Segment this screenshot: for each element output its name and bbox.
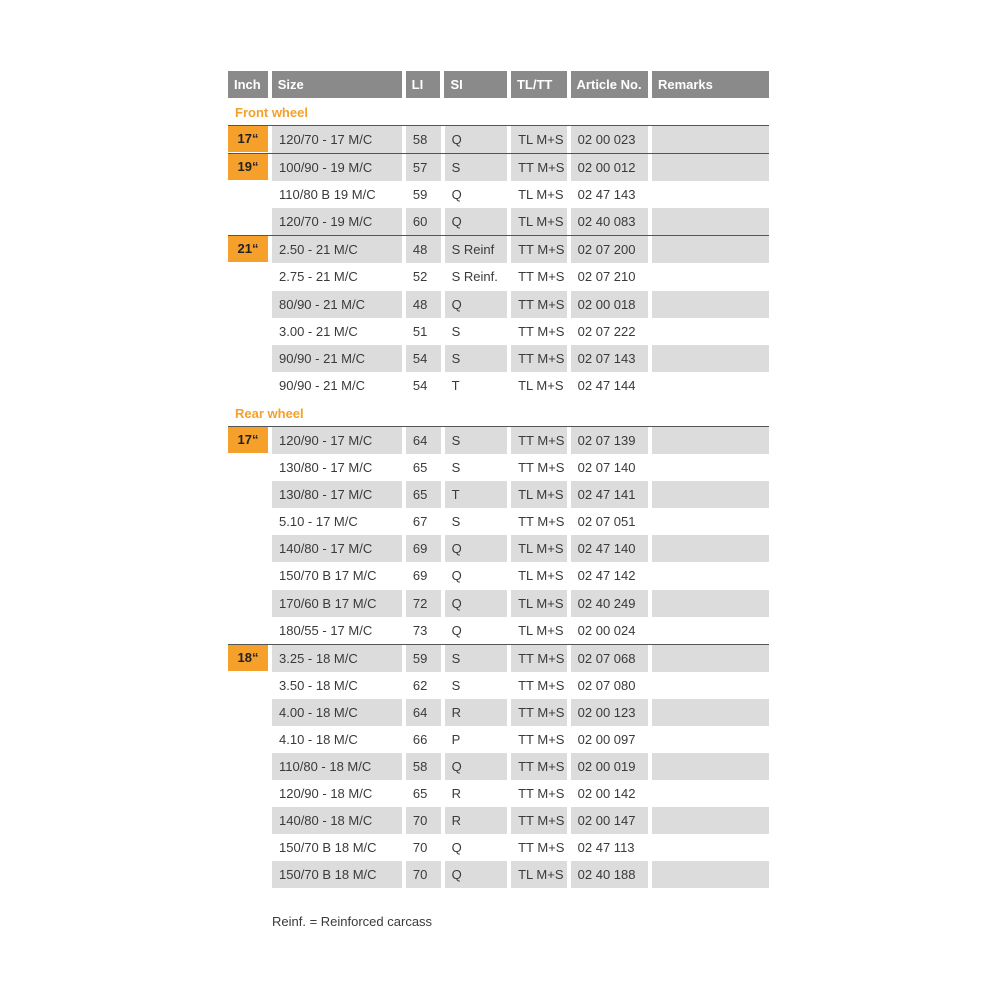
cell-remarks — [652, 454, 769, 481]
group-rows — [272, 236, 769, 399]
cell-article: 02 07 139 — [571, 427, 648, 454]
cell-size: 3.50 - 18 M/C — [279, 677, 358, 693]
table-row — [272, 861, 769, 888]
cell-article: 02 47 141 — [571, 481, 648, 508]
cell-remarks — [652, 590, 769, 617]
cell-li: 54 — [412, 377, 428, 393]
cell-li: 64 — [406, 699, 441, 726]
cell-si: Q — [445, 861, 507, 888]
cell-size: 140/80 - 17 M/C — [272, 535, 402, 562]
cell-size: 120/90 - 17 M/C — [272, 427, 402, 454]
header-remarks: Remarks — [652, 71, 769, 98]
cell-li: 64 — [406, 427, 441, 454]
table-row — [272, 481, 769, 508]
cell-size: 130/80 - 17 M/C — [272, 481, 402, 508]
cell-size: 120/70 - 17 M/C — [272, 126, 402, 153]
cell-tltt: TT M+S — [518, 677, 565, 693]
cell-remarks — [652, 154, 769, 181]
cell-remarks — [652, 372, 769, 399]
cell-remarks — [652, 291, 769, 318]
cell-article: 02 47 113 — [577, 840, 635, 856]
table-row — [272, 645, 769, 672]
inch-column — [228, 645, 268, 889]
inch-column — [228, 126, 268, 153]
cell-size: 110/80 - 18 M/C — [272, 753, 402, 780]
cell-remarks — [652, 645, 769, 672]
cell-article: 02 00 019 — [571, 753, 648, 780]
cell-tltt: TT M+S — [518, 786, 565, 802]
table-row — [272, 454, 769, 481]
cell-article: 02 07 200 — [571, 236, 648, 263]
cell-remarks — [652, 208, 769, 235]
cell-li: 62 — [412, 677, 428, 693]
cell-tltt: TT M+S — [518, 460, 565, 476]
cell-li: 51 — [412, 323, 428, 339]
cell-size: 180/55 - 17 M/C — [279, 622, 373, 638]
cell-li: 70 — [406, 861, 441, 888]
cell-tltt: TL M+S — [511, 590, 567, 617]
cell-li: 69 — [412, 568, 428, 584]
group-rows — [272, 126, 769, 153]
cell-tltt: TT M+S — [518, 269, 565, 285]
cell-article: 02 07 143 — [571, 345, 648, 372]
cell-si: S — [451, 677, 461, 693]
cell-li: 69 — [406, 535, 441, 562]
cell-tltt: TL M+S — [518, 568, 564, 584]
cell-size: 120/90 - 18 M/C — [279, 786, 373, 802]
header-si: SI — [444, 71, 507, 98]
cell-si: S Reinf — [445, 236, 507, 263]
cell-si: S — [451, 323, 461, 339]
table-row — [272, 263, 769, 290]
inch-badge: 21“ — [228, 236, 268, 262]
cell-si: T — [445, 481, 507, 508]
cell-size: 150/70 B 18 M/C — [272, 861, 402, 888]
cell-article: 02 07 068 — [571, 645, 648, 672]
table-row — [272, 427, 769, 454]
table-row — [272, 318, 769, 345]
cell-remarks — [652, 726, 769, 753]
inch-group — [228, 153, 769, 235]
cell-tltt: TT M+S — [518, 731, 565, 747]
cell-tltt: TL M+S — [518, 377, 564, 393]
cell-size: 2.75 - 21 M/C — [279, 269, 358, 285]
cell-li: 57 — [406, 154, 441, 181]
cell-article: 02 00 097 — [577, 731, 636, 747]
table-header — [228, 71, 769, 98]
cell-tltt: TT M+S — [511, 236, 567, 263]
cell-article: 02 07 210 — [577, 269, 636, 285]
inch-group — [228, 125, 769, 153]
inch-group — [228, 644, 769, 889]
table-row — [272, 590, 769, 617]
cell-si: R — [451, 786, 462, 802]
cell-remarks — [652, 535, 769, 562]
cell-remarks — [652, 263, 769, 290]
table-row — [272, 780, 769, 807]
cell-li: 70 — [406, 807, 441, 834]
table-row — [272, 535, 769, 562]
cell-si: Q — [451, 568, 462, 584]
cell-tltt: TT M+S — [518, 323, 565, 339]
table-row — [272, 181, 769, 208]
cell-article: 02 00 123 — [571, 699, 648, 726]
cell-li: 59 — [412, 187, 428, 203]
cell-article: 02 00 018 — [571, 291, 648, 318]
cell-size: 5.10 - 17 M/C — [279, 514, 358, 530]
cell-si: R — [445, 807, 507, 834]
cell-article: 02 07 051 — [577, 514, 636, 530]
cell-remarks — [652, 562, 769, 589]
cell-article: 02 00 147 — [571, 807, 648, 834]
inch-group — [228, 426, 769, 644]
cell-tltt: TL M+S — [511, 208, 567, 235]
table-row — [272, 834, 769, 861]
inch-group — [228, 235, 769, 399]
inch-column — [228, 154, 268, 235]
cell-tltt: TT M+S — [511, 753, 567, 780]
cell-tltt: TT M+S — [518, 840, 565, 856]
cell-article: 02 07 222 — [577, 323, 636, 339]
cell-li: 54 — [406, 345, 441, 372]
cell-tltt: TT M+S — [511, 427, 567, 454]
table-row — [272, 154, 769, 181]
table-row — [272, 291, 769, 318]
header-tltt: TL/TT — [511, 71, 567, 98]
cell-remarks — [652, 780, 769, 807]
cell-tltt: TL M+S — [518, 187, 564, 203]
tire-size-table — [228, 71, 769, 889]
cell-si: S — [445, 345, 507, 372]
cell-si: S — [445, 154, 507, 181]
cell-article: 02 00 023 — [571, 126, 648, 153]
cell-si: S — [445, 645, 507, 672]
cell-size: 3.25 - 18 M/C — [272, 645, 402, 672]
cell-li: 59 — [406, 645, 441, 672]
cell-si: Q — [451, 840, 462, 856]
cell-size: 150/70 B 17 M/C — [279, 568, 377, 584]
cell-remarks — [652, 861, 769, 888]
cell-li: 67 — [412, 514, 428, 530]
header-article: Article No. — [571, 71, 648, 98]
cell-remarks — [652, 672, 769, 699]
cell-article: 02 47 143 — [577, 187, 636, 203]
section-title: Rear wheel — [235, 405, 304, 421]
inch-column — [228, 236, 268, 399]
cell-li: 48 — [406, 291, 441, 318]
cell-li: 58 — [406, 126, 441, 153]
table-row — [272, 345, 769, 372]
cell-tltt: TL M+S — [518, 622, 564, 638]
cell-size: 90/90 - 21 M/C — [272, 345, 402, 372]
cell-si: S — [451, 460, 461, 476]
group-rows — [272, 645, 769, 889]
cell-si: Q — [451, 622, 462, 638]
cell-li: 73 — [412, 622, 428, 638]
cell-si: Q — [445, 291, 507, 318]
table-row — [272, 617, 769, 644]
cell-remarks — [652, 427, 769, 454]
table-row — [272, 699, 769, 726]
cell-size: 100/90 - 19 M/C — [272, 154, 402, 181]
cell-tltt: TT M+S — [511, 154, 567, 181]
cell-remarks — [652, 617, 769, 644]
cell-remarks — [652, 753, 769, 780]
cell-remarks — [652, 126, 769, 153]
cell-size: 2.50 - 21 M/C — [272, 236, 402, 263]
cell-remarks — [652, 807, 769, 834]
cell-tltt: TT M+S — [511, 345, 567, 372]
header-inch: Inch — [228, 71, 268, 98]
cell-size: 120/70 - 19 M/C — [272, 208, 402, 235]
cell-si: R — [445, 699, 507, 726]
cell-article: 02 40 083 — [571, 208, 648, 235]
cell-li: 72 — [406, 590, 441, 617]
cell-tltt: TL M+S — [511, 861, 567, 888]
cell-li: 58 — [406, 753, 441, 780]
cell-li: 65 — [412, 460, 428, 476]
cell-tltt: TT M+S — [511, 291, 567, 318]
cell-article: 02 47 142 — [577, 568, 636, 584]
table-row — [272, 208, 769, 235]
cell-remarks — [652, 481, 769, 508]
header-li: LI — [406, 71, 441, 98]
table-row — [272, 562, 769, 589]
inch-column — [228, 427, 268, 644]
cell-li: 65 — [406, 481, 441, 508]
cell-size: 4.10 - 18 M/C — [279, 731, 358, 747]
footnote: Reinf. = Reinforced carcass — [272, 914, 433, 929]
header-size: Size — [272, 71, 402, 98]
inch-badge: 17“ — [228, 427, 268, 453]
cell-tltt: TL M+S — [511, 126, 567, 153]
inch-badge: 19“ — [228, 154, 268, 180]
cell-li: 52 — [412, 269, 428, 285]
cell-si: Q — [445, 208, 507, 235]
cell-li: 70 — [412, 840, 428, 856]
table-row — [272, 726, 769, 753]
cell-remarks — [652, 699, 769, 726]
inch-badge: 17“ — [228, 126, 268, 152]
cell-si: Q — [445, 753, 507, 780]
cell-si: S — [445, 427, 507, 454]
cell-si: P — [451, 731, 461, 747]
cell-size: 140/80 - 18 M/C — [272, 807, 402, 834]
cell-article: 02 00 024 — [577, 622, 636, 638]
cell-tltt: TT M+S — [511, 699, 567, 726]
group-rows — [272, 154, 769, 235]
inch-badge: 18“ — [228, 645, 268, 671]
cell-size: 3.00 - 21 M/C — [279, 323, 358, 339]
cell-size: 150/70 B 18 M/C — [279, 840, 377, 856]
cell-tltt: TT M+S — [511, 645, 567, 672]
cell-tltt: TT M+S — [511, 807, 567, 834]
cell-si: S — [451, 514, 461, 530]
cell-size: 170/60 B 17 M/C — [272, 590, 402, 617]
cell-si: Q — [445, 126, 507, 153]
cell-article: 02 40 188 — [571, 861, 648, 888]
cell-remarks — [652, 181, 769, 208]
cell-size: 110/80 B 19 M/C — [279, 187, 376, 203]
cell-remarks — [652, 834, 769, 861]
table-row — [272, 508, 769, 535]
cell-si: T — [451, 377, 460, 393]
section-title: Front wheel — [235, 105, 308, 120]
cell-article: 02 40 249 — [571, 590, 648, 617]
table-row — [272, 672, 769, 699]
table-row — [272, 126, 769, 153]
cell-remarks — [652, 508, 769, 535]
cell-si: Q — [451, 187, 462, 203]
cell-size: 80/90 - 21 M/C — [272, 291, 402, 318]
cell-article: 02 07 080 — [577, 677, 636, 693]
cell-li: 66 — [412, 731, 428, 747]
cell-tltt: TT M+S — [518, 514, 565, 530]
cell-article: 02 47 144 — [577, 377, 636, 393]
cell-size: 90/90 - 21 M/C — [279, 377, 365, 393]
cell-li: 60 — [406, 208, 441, 235]
table-row — [272, 807, 769, 834]
cell-article: 02 00 142 — [577, 786, 636, 802]
cell-article: 02 07 140 — [577, 460, 636, 476]
cell-article: 02 00 012 — [571, 154, 648, 181]
cell-si: S Reinf. — [451, 269, 498, 285]
cell-size: 4.00 - 18 M/C — [272, 699, 402, 726]
cell-remarks — [652, 318, 769, 345]
cell-si: Q — [445, 590, 507, 617]
cell-li: 48 — [406, 236, 441, 263]
table-row — [272, 236, 769, 263]
cell-si: Q — [445, 535, 507, 562]
cell-remarks — [652, 345, 769, 372]
cell-article: 02 47 140 — [571, 535, 648, 562]
table-row — [272, 753, 769, 780]
table-row — [272, 372, 769, 399]
table-body — [228, 98, 769, 889]
cell-tltt: TL M+S — [511, 535, 567, 562]
cell-remarks — [652, 236, 769, 263]
group-rows — [272, 427, 769, 644]
cell-li: 65 — [412, 786, 428, 802]
cell-tltt: TL M+S — [511, 481, 567, 508]
cell-size: 130/80 - 17 M/C — [279, 460, 373, 476]
